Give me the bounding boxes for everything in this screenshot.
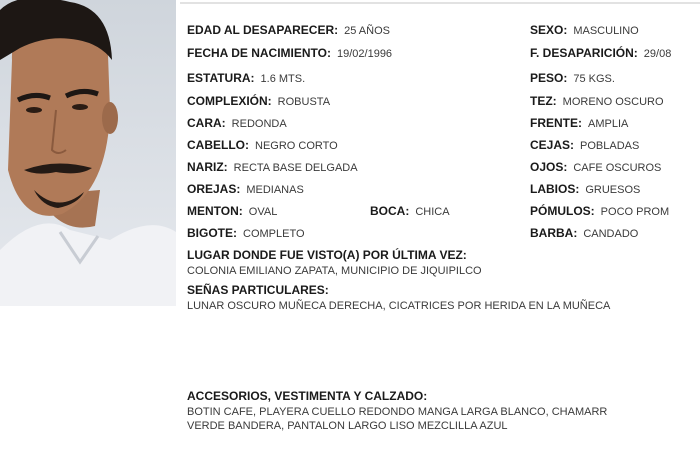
fecha-desaparicion-value: 29/08	[643, 48, 672, 60]
bigote-label: BIGOTE:	[187, 226, 237, 240]
complexion-label: COMPLEXIÓN:	[187, 94, 272, 108]
ojos-value: CAFE OSCUROS	[573, 162, 662, 174]
boca-value: CHICA	[415, 206, 450, 218]
menton-label: MENTON:	[187, 204, 243, 218]
labios-value: GRUESOS	[585, 184, 641, 196]
orejas-value: MEDIANAS	[246, 184, 304, 196]
peso-label: PESO:	[530, 71, 568, 85]
nariz-value: RECTA BASE DELGADA	[233, 162, 358, 174]
cara-value: REDONDA	[231, 118, 287, 130]
cabello-value: NEGRO CORTO	[255, 140, 338, 152]
complexion-value: ROBUSTA	[277, 96, 331, 108]
boca-field	[370, 204, 450, 219]
tez-value: MORENO OSCURO	[562, 96, 664, 108]
cejas-value: POBLADAS	[580, 140, 640, 152]
frente-field	[530, 116, 628, 131]
edad-field	[187, 23, 390, 38]
lugar-value: COLONIA EMILIANO ZAPATA, MUNICIPIO DE JIQUIPILCO	[187, 265, 482, 277]
estatura-label: ESTATURA:	[187, 71, 255, 85]
nariz-field	[187, 160, 358, 175]
sexo-value: MASCULINO	[573, 25, 639, 37]
peso-value: 75 KGS.	[573, 73, 615, 85]
person-photo	[0, 0, 176, 306]
sexo-field	[530, 23, 639, 38]
bigote-value: COMPLETO	[243, 228, 305, 240]
menton-value: OVAL	[248, 206, 278, 218]
pomulos-label: PÓMULOS:	[530, 204, 595, 218]
cejas-field	[530, 138, 639, 153]
estatura-field	[187, 71, 305, 86]
pomulos-value: POCO PROM	[600, 206, 670, 218]
labios-field	[530, 182, 640, 197]
fecha-desaparicion-label: F. DESAPARICIÓN:	[530, 46, 638, 60]
barba-label: BARBA:	[530, 226, 578, 240]
cara-label: CARA:	[187, 116, 226, 130]
cabello-field	[187, 138, 338, 153]
frente-label: FRENTE:	[530, 116, 582, 130]
ojos-label: OJOS:	[530, 160, 568, 174]
accesorios-label: ACCESORIOS, VESTIMENTA Y CALZADO:	[187, 389, 428, 403]
cara-field	[187, 116, 287, 131]
frente-value: AMPLIA	[588, 118, 629, 130]
barba-value: CANDADO	[583, 228, 639, 240]
estatura-value: 1.6 MTS.	[260, 73, 306, 85]
cabello-label: CABELLO:	[187, 138, 249, 152]
senas-label: SEÑAS PARTICULARES:	[187, 283, 329, 297]
peso-field	[530, 71, 615, 86]
fecha-nacimiento-value: 19/02/1996	[337, 48, 393, 60]
cejas-label: CEJAS:	[530, 138, 575, 152]
accesorios-line-2: VERDE BANDERA, PANTALON LARGO LISO MEZCLILLA AZUL	[187, 420, 508, 432]
orejas-label: OREJAS:	[187, 182, 241, 196]
sexo-label: SEXO:	[530, 23, 568, 37]
complexion-field	[187, 94, 330, 109]
labios-label: LABIOS:	[530, 182, 580, 196]
accesorios-line-1: BOTIN CAFE, PLAYERA CUELLO REDONDO MANGA LARGA BLANCO, CHAMARR	[187, 406, 608, 418]
edad-value: 25 AÑOS	[344, 25, 390, 37]
senas-value: LUNAR OSCURO MUÑECA DERECHA, CICATRICES POR HERIDA EN LA MUÑECA	[187, 300, 611, 312]
fecha-nacimiento-field	[187, 46, 392, 61]
barba-field	[530, 226, 638, 241]
ojos-field	[530, 160, 661, 175]
lugar-label: LUGAR DONDE FUE VISTO(A) POR ÚLTIMA VEZ:	[187, 248, 467, 262]
nariz-label: NARIZ:	[187, 160, 228, 174]
cropped-header	[180, 0, 700, 8]
edad-label: EDAD AL DESAPARECER:	[187, 23, 339, 37]
pomulos-field	[530, 204, 669, 219]
fecha-desaparicion-field	[530, 46, 671, 61]
tez-label: TEZ:	[530, 94, 557, 108]
boca-label: BOCA:	[370, 204, 410, 218]
tez-field	[530, 94, 664, 109]
orejas-field	[187, 182, 304, 197]
bigote-field	[187, 226, 305, 241]
fecha-nacimiento-label: FECHA DE NACIMIENTO:	[187, 46, 331, 60]
menton-field	[187, 204, 277, 219]
